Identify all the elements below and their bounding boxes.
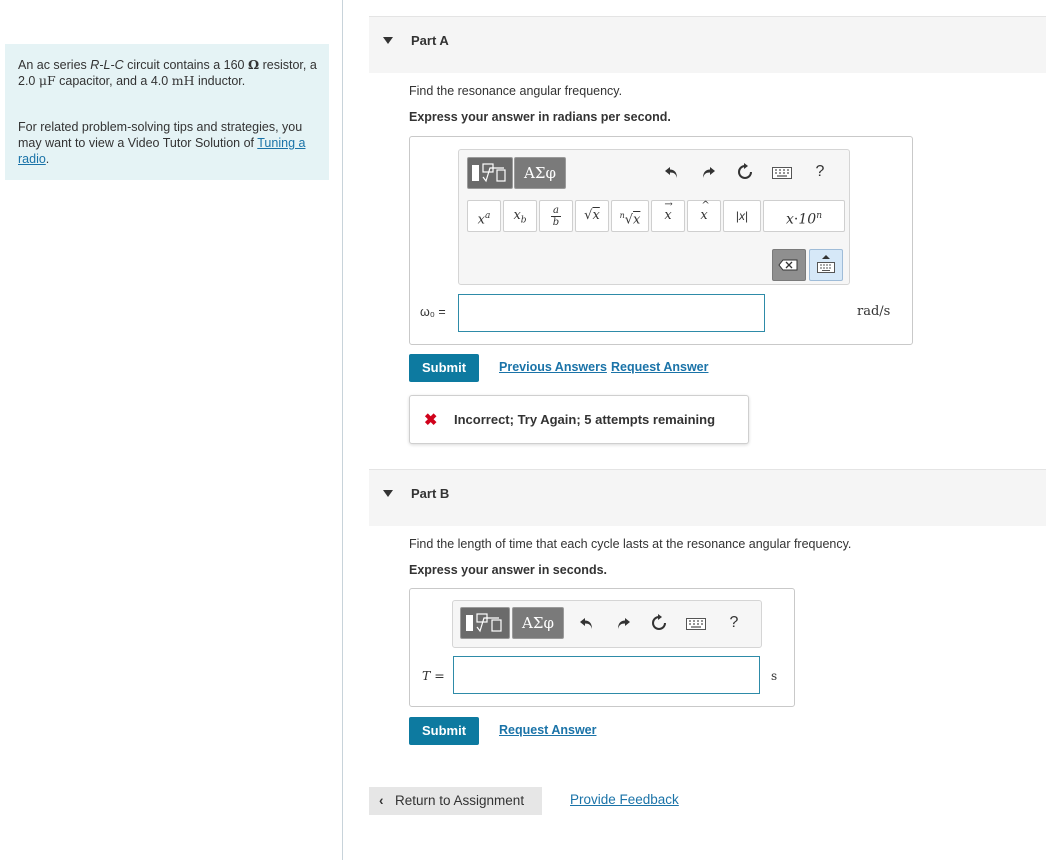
- part-b-question: Find the length of time that each cycle lasts at the resonance angular frequency.: [409, 537, 852, 551]
- seconds-unit: s: [771, 669, 778, 683]
- period-label: T =: [422, 668, 445, 683]
- return-label: Return to Assignment: [395, 793, 525, 808]
- redo-icon[interactable]: [614, 615, 632, 636]
- feedback-text: Incorrect; Try Again; 5 attempts remaining: [454, 412, 716, 427]
- part-a-request-answer-link[interactable]: Request Answer: [611, 360, 709, 374]
- problem-text: An ac series R-L-C circuit contains a 160 Ω resistor, a 2.0 μF capacitor, and a 4.0 mH inductor.: [18, 57, 317, 88]
- part-a-question: Find the resonance angular frequency.: [409, 84, 623, 98]
- period-input[interactable]: [453, 656, 760, 694]
- square-root-button[interactable]: √x: [575, 200, 609, 232]
- chevron-left-icon: ‹: [379, 793, 384, 808]
- incorrect-feedback: [409, 395, 749, 444]
- part-b-instruction: Express your answer in seconds.: [409, 563, 607, 577]
- rad-per-s-unit: rad/s: [857, 304, 891, 319]
- return-to-assignment-button[interactable]: [369, 787, 542, 815]
- previous-answers-link[interactable]: Previous Answers: [499, 360, 607, 374]
- help-icon[interactable]: ?: [729, 614, 739, 631]
- problem-statement: [5, 44, 329, 180]
- part-a-label: Part A: [411, 33, 449, 48]
- collapse-triangle-icon: [383, 37, 393, 44]
- part-b-request-answer-link[interactable]: Request Answer: [499, 723, 597, 737]
- reset-icon[interactable]: [650, 614, 668, 637]
- collapse-triangle-icon: [383, 490, 393, 497]
- part-a-instruction: Express your answer in radians per second.: [409, 110, 671, 124]
- subscript-button[interactable]: $x_b$: [503, 200, 537, 232]
- part-b-submit-button[interactable]: Submit: [409, 717, 479, 745]
- vector-button[interactable]: → x: [651, 200, 685, 232]
- superscript-button[interactable]: $x^a$: [467, 200, 501, 232]
- redo-icon[interactable]: [699, 164, 717, 185]
- part-b-label: Part B: [411, 486, 450, 501]
- keyboard-icon[interactable]: [771, 166, 793, 184]
- keyboard-icon[interactable]: [685, 617, 707, 635]
- help-icon[interactable]: ?: [815, 163, 825, 180]
- reset-icon[interactable]: [736, 163, 754, 186]
- fraction-button[interactable]: a b: [539, 200, 573, 232]
- part-a-math-toolbar: [458, 149, 850, 285]
- provide-feedback-link[interactable]: Provide Feedback: [570, 792, 679, 807]
- scientific-notation-button[interactable]: $x\cdot 10^n$: [763, 200, 845, 232]
- nth-root-button[interactable]: $^n$√x: [611, 200, 649, 232]
- tuning-radio-link[interactable]: Tuning a radio: [18, 136, 306, 166]
- omega-zero-input[interactable]: [458, 294, 765, 332]
- keyboard-toggle-button[interactable]: [809, 249, 843, 281]
- undo-icon[interactable]: [663, 164, 681, 185]
- templates-button[interactable]: [467, 157, 513, 189]
- templates-button[interactable]: [460, 607, 510, 639]
- incorrect-x-icon: ✖: [424, 412, 438, 429]
- part-b-header[interactable]: [369, 469, 1046, 526]
- omega-zero-label: ω₀ =: [420, 305, 446, 319]
- column-divider: [342, 0, 343, 860]
- part-b-answer-box: [409, 588, 795, 707]
- backspace-button[interactable]: [772, 249, 806, 281]
- absolute-value-button[interactable]: |x|: [723, 200, 761, 232]
- part-b-math-toolbar: [452, 600, 762, 648]
- greek-symbols-button[interactable]: ΑΣφ: [512, 607, 564, 639]
- undo-icon[interactable]: [578, 615, 596, 636]
- part-a-submit-button[interactable]: Submit: [409, 354, 479, 382]
- part-a-header[interactable]: [369, 16, 1046, 73]
- unit-vector-button[interactable]: ^ x: [687, 200, 721, 232]
- greek-symbols-button[interactable]: ΑΣφ: [514, 157, 566, 189]
- tutor-tip-text: For related problem-solving tips and strategies, you may want to view a Video Tutor Solution of Tuning a radio.: [18, 120, 306, 166]
- part-a-answer-box: [409, 136, 913, 345]
